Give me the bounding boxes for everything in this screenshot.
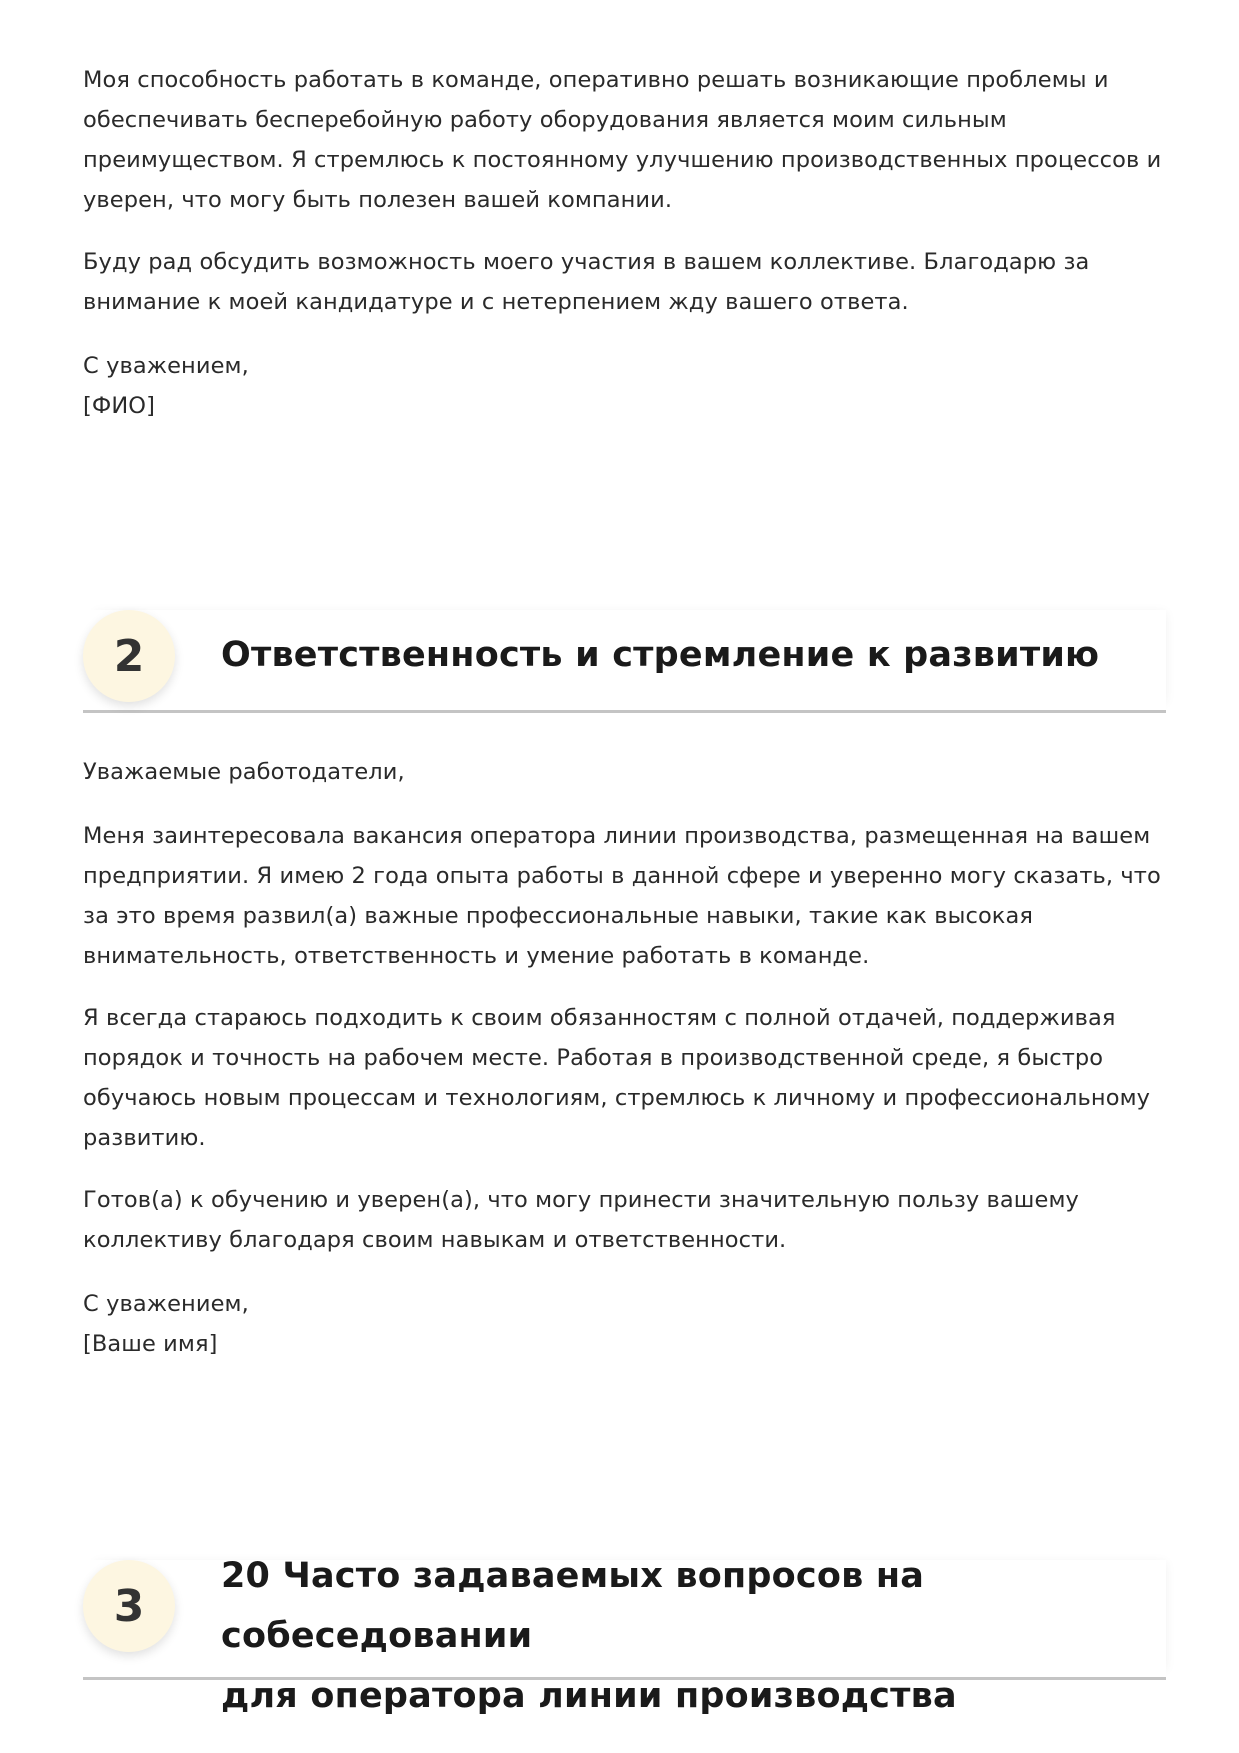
letter-2-signature: [Ваше имя] <box>83 1331 218 1357</box>
letter-2 <box>83 752 1166 1364</box>
section-2-header <box>83 610 1166 713</box>
section-3-title-line-1: 20 Часто задаваемых вопросов на собеседовании <box>221 1556 925 1656</box>
section-3-header <box>83 1556 1166 1716</box>
letter-1-paragraph: Моя способность работать в команде, оперативно решать возникающие проблемы и обеспечивать бесперебойную работу оборудования является моим сильным преимуществом. Я стремлюсь к постоянному улучшению производственных процессов и уверен, что могу быть полезен вашей компании. <box>83 67 1162 213</box>
letter-1-tail <box>83 60 1166 426</box>
letter-2-paragraph: Я всегда стараюсь подходить к своим обязанностям с полной отдачей, поддерживая порядок и точность на рабочем месте. Работая в производственной среде, я быстро обучаюсь новым процессам и технологиям, стремлюсь к личному и профессиональному развитию. <box>83 1005 1151 1151</box>
letter-2-paragraph: Готов(а) к обучению и уверен(а), что могу принести значительную пользу вашему коллективу благодаря своим навыкам и ответственности. <box>83 1187 1079 1253</box>
section-3-title-line-2: для оператора линии производства <box>221 1676 957 1716</box>
letter-1-paragraph: Буду рад обсудить возможность моего участия в вашем коллективе. Благодарю за внимание к моей кандидатуре и с нетерпением жду вашего ответа. <box>83 249 1090 315</box>
section-number-badge: 3 <box>83 1560 175 1652</box>
letter-2-closing: С уважением, <box>83 1291 249 1317</box>
letter-1-closing: С уважением, <box>83 353 249 379</box>
letter-1-signature: [ФИО] <box>83 393 155 419</box>
letter-2-greeting: Уважаемые работодатели, <box>83 759 405 785</box>
section-number-badge: 2 <box>83 610 175 702</box>
section-3-title <box>221 1546 1166 1726</box>
letter-2-paragraph: Меня заинтересовала вакансия оператора линии производства, размещенная на вашем предприятии. Я имею 2 года опыта работы в данной сфере и уверенно могу сказать, что за это время развил(а) важные профессиональные навыки, такие как высокая внимательность, ответственность и умение работать в команде. <box>83 823 1161 969</box>
section-2-title: Ответственность и стремление к развитию <box>221 635 1100 675</box>
